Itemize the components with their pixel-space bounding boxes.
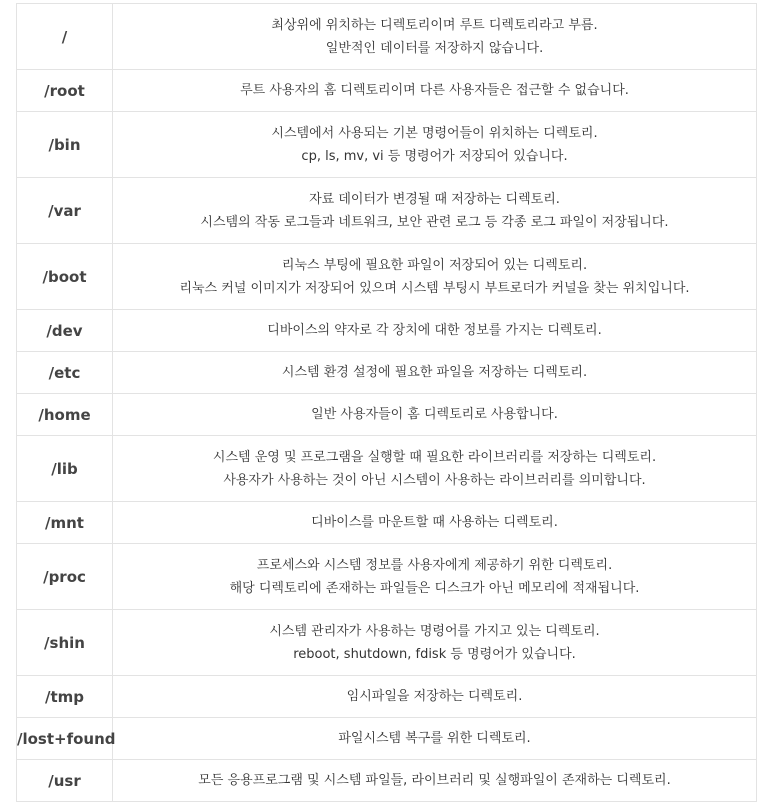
description-line: 사용자가 사용하는 것이 아닌 시스템이 사용하는 라이브러리를 의미합니다.	[223, 472, 646, 488]
directory-name: /boot	[17, 244, 113, 310]
table-row	[17, 436, 757, 502]
directory-name: /tmp	[17, 676, 113, 718]
description-line: 모든 응용프로그램 및 시스템 파일들, 라이브러리 및 실행파일이 존재하는 디렉토리.	[198, 773, 671, 788]
description-line: reboot, shutdown, fdisk 등 명령어가 있습니다.	[293, 646, 576, 662]
directory-name: /dev	[17, 310, 113, 352]
directory-name: /lost+found	[17, 718, 113, 760]
directory-name: /bin	[17, 112, 113, 178]
directory-description	[113, 676, 757, 718]
description-line: 리눅스 부팅에 필요한 파일이 저장되어 있는 디렉토리.	[281, 257, 588, 273]
directory-table-body	[17, 4, 757, 802]
directory-description	[113, 610, 757, 676]
directory-name: /proc	[17, 544, 113, 610]
table-row	[17, 676, 757, 718]
description-line: 일반 사용자들이 홈 디렉토리로 사용합니다.	[311, 407, 558, 422]
table-row	[17, 178, 757, 244]
directory-description	[113, 70, 757, 112]
description-line: 시스템 환경 설정에 필요한 파일을 저장하는 디렉토리.	[281, 365, 588, 380]
directory-description	[113, 4, 757, 70]
description-line: 프로세스와 시스템 정보를 사용자에게 제공하기 위한 디렉토리.	[256, 557, 613, 573]
table-row	[17, 244, 757, 310]
directory-name: /usr	[17, 760, 113, 802]
description-line: 리눅스 커널 이미지가 저장되어 있으며 시스템 부팅시 부트로더가 커널을 찾는 위치입니다.	[179, 280, 690, 296]
directory-name: /root	[17, 70, 113, 112]
directory-description	[113, 502, 757, 544]
directory-table	[16, 3, 757, 802]
table-row	[17, 70, 757, 112]
directory-name: /lib	[17, 436, 113, 502]
description-line: 임시파일을 저장하는 디렉토리.	[346, 689, 523, 704]
description-line: cp, ls, mv, vi 등 명령어가 저장되어 있습니다.	[301, 148, 568, 164]
description-line: 시스템의 작동 로그들과 네트워크, 보안 관련 로그 등 각종 로그 파일이 저장됩니다.	[200, 214, 669, 230]
directory-description	[113, 178, 757, 244]
description-line: 디바이스의 약자로 각 장치에 대한 정보를 가지는 디렉토리.	[267, 323, 602, 338]
table-row	[17, 4, 757, 70]
description-line: 자료 데이터가 변경될 때 저장하는 디렉토리.	[309, 191, 560, 207]
directory-name: /var	[17, 178, 113, 244]
directory-description	[113, 436, 757, 502]
table-row	[17, 394, 757, 436]
description-line: 해당 디렉토리에 존재하는 파일들은 디스크가 아닌 메모리에 적재됩니다.	[229, 580, 640, 596]
description-line: 루트 사용자의 홈 디렉토리이며 다른 사용자들은 접근할 수 없습니다.	[240, 83, 629, 98]
directory-name: /etc	[17, 352, 113, 394]
directory-description	[113, 760, 757, 802]
table-row	[17, 760, 757, 802]
directory-description	[113, 352, 757, 394]
table-row	[17, 544, 757, 610]
table-row	[17, 112, 757, 178]
table-row	[17, 718, 757, 760]
directory-description	[113, 310, 757, 352]
table-row	[17, 352, 757, 394]
directory-name: /shin	[17, 610, 113, 676]
directory-name: /mnt	[17, 502, 113, 544]
description-line: 시스템 관리자가 사용하는 명령어를 가지고 있는 디렉토리.	[269, 623, 600, 639]
table-row	[17, 310, 757, 352]
directory-description	[113, 718, 757, 760]
description-line: 시스템 운영 및 프로그램을 실행할 때 필요한 라이브러리를 저장하는 디렉토리.	[212, 449, 657, 465]
description-line: 일반적인 데이터를 저장하지 않습니다.	[325, 40, 544, 56]
description-line: 디바이스를 마운트할 때 사용하는 디렉토리.	[311, 515, 558, 530]
directory-name: /	[17, 4, 113, 70]
directory-description	[113, 544, 757, 610]
description-line: 시스템에서 사용되는 기본 명령어들이 위치하는 디렉토리.	[271, 125, 598, 141]
directory-description	[113, 112, 757, 178]
directory-description	[113, 394, 757, 436]
table-row	[17, 610, 757, 676]
table-row	[17, 502, 757, 544]
directory-description	[113, 244, 757, 310]
directory-name: /home	[17, 394, 113, 436]
description-line: 최상위에 위치하는 디렉토리이며 루트 디렉토리라고 부름.	[271, 17, 598, 33]
description-line: 파일시스템 복구를 위한 디렉토리.	[338, 731, 531, 746]
